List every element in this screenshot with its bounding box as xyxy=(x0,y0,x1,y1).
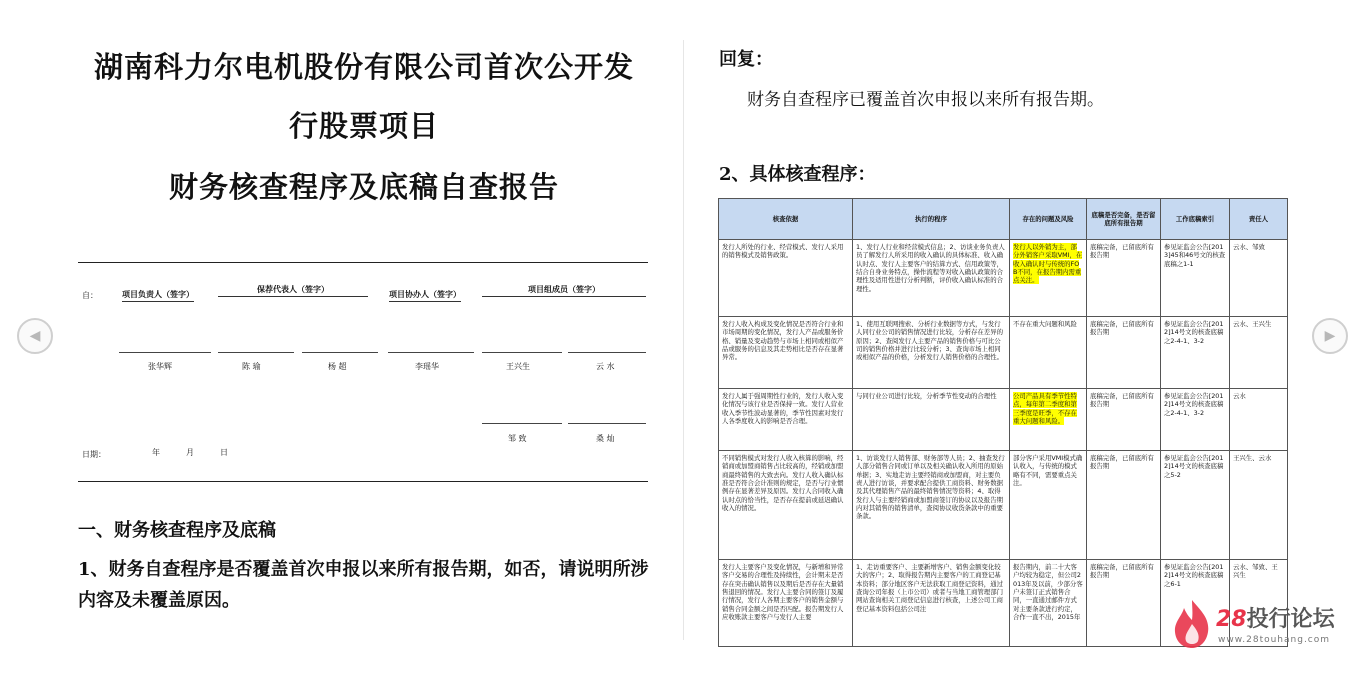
sig-line-m1 xyxy=(482,352,562,353)
cell-procedure: 1、走访重要客户、主要新增客户、销售金额变化较大的客户；2、取得报告期内主要客户的工商登记基本资料；部分地区客户无法获取工商登记资料，通过查询公司年报（上市公司）或者与当地工商管理部门网站查询相关工商登记信息进行核查，上述公司工商登记基本资料包括公司注 xyxy=(853,560,1010,647)
sig-name-m1: 王兴生 xyxy=(506,362,530,371)
watermark-brand xyxy=(1216,602,1335,633)
section-2-heading: 2、具体核查程序： xyxy=(719,164,876,185)
cell-basis: 发行人收入构成及变化情况是否符合行业和市场周期的变化情况，发行人产品或服务价格、销量及变动趋势与市场上相同或相似产品或服务的信息及其走势相比是否存在显著异常。 xyxy=(719,317,853,389)
issue-text: 部分客户采用VMI模式确认收入，与传统的模式略有不同，需要重点关注。 xyxy=(1013,454,1083,487)
reply-label: 回复： xyxy=(719,49,773,70)
cell-issue xyxy=(1010,389,1087,451)
issue-text: 报告期内，前二十大客户均较为稳定，但公司2013年及以前，少部分客户未签订正式销售合同，一直通过邮件方式对主要条款进行约定，合作一直不出，2015年 xyxy=(1013,563,1083,621)
signature-block xyxy=(78,262,648,482)
sig-header-co-organizer: 项目协办人（签字） xyxy=(389,289,461,302)
sig-line-m2 xyxy=(568,352,646,353)
sig-line-rep2 xyxy=(302,352,378,353)
chevron-right-icon: ▶ xyxy=(1324,328,1336,344)
cell-issue xyxy=(1010,240,1087,317)
procedures-table xyxy=(718,198,1288,647)
cell-procedure: 1、访谈发行人销售部、财务部等人员；2、抽查发行人部分销售合同或订单以及相关确认收入所用的原始单据；3、实地走访主要经销商或加盟商，对主要负责人进行访谈，并要求配合提供工商资料、财务数据及其代理销售产品的最终销售情况等资料；4、取得发行人与主要经销商或加盟商签订的协议以及报告期内对其销售的销售清单，查阅协议收货条款中的重要条款。 xyxy=(853,451,1010,560)
chevron-left-icon: ◀ xyxy=(29,328,41,344)
table-row xyxy=(719,317,1288,389)
sig-line-leader xyxy=(119,352,211,353)
cell-owner: 云水 xyxy=(1230,389,1288,451)
question-1: 1、财务自查程序是否覆盖首次申报以来所有报告期，如否，请说明所涉内容及未覆盖原因。 xyxy=(78,559,649,611)
th-index: 工作底稿索引 xyxy=(1161,199,1230,240)
watermark-text: 投行论坛 xyxy=(1246,607,1335,632)
sig-name-m2: 云 水 xyxy=(596,362,615,371)
sig-date-label: 日期： xyxy=(82,450,106,459)
th-procedure: 执行的程序 xyxy=(853,199,1010,240)
cell-index: 参见证监会公告[2012]14号文的核查底稿之2-4-1、3-2 xyxy=(1161,389,1230,451)
cell-basis: 不同销售模式对发行人收入核算的影响，经销商或加盟商销售占比较高的，经销或加盟商最终销售的大致去向。发行人收入确认标准是否符合会计准则的规定，是否与行业惯例存在显著差异及原因。发行人合同收入确认时点的恰当性，是否存在提前或延迟确认收入的情况。 xyxy=(719,451,853,560)
cell-complete: 底稿完备，已留底所有报告期 xyxy=(1087,389,1161,451)
sig-name-rep2: 杨 超 xyxy=(328,362,347,371)
cell-basis: 发行人所处的行业、经营模式、发行人采用的销售模式及销售政策。 xyxy=(719,240,853,317)
issue-text: 发行人以外销为主，部分外销客户采取VMI，在收入确认时与传统的FOB不同，在报告期内需重点关注。 xyxy=(1013,243,1083,285)
cell-issue xyxy=(1010,317,1087,389)
cell-procedure: 与同行业公司进行比较，分析季节性变动的合理性 xyxy=(853,389,1010,451)
sig-name-rep1: 陈 瑜 xyxy=(242,362,261,371)
sig-header-project-leader: 项目负责人（签字） xyxy=(122,289,194,302)
sig-date-day: 日 xyxy=(220,448,228,457)
cell-basis: 发行人属于强周期性行业的，发行人收入变化情况与该行业是否保持一致。发行人营业收入季节性波动显著的，季节性因素对发行人各季度收入的影响是否合理。 xyxy=(719,389,853,451)
sig-lead: 自： xyxy=(82,291,98,300)
sig-name-leader: 张华辉 xyxy=(148,362,172,371)
table-row xyxy=(719,451,1288,560)
cell-owner: 云水、邹致、王兴生 xyxy=(1230,560,1288,647)
sig-line-rep1 xyxy=(218,352,294,353)
th-basis: 核查依据 xyxy=(719,199,853,240)
report-title-line-3: 财务核查程序及底稿自查报告 xyxy=(168,170,559,204)
issue-text: 不存在重大问题和风险 xyxy=(1013,320,1077,328)
table-row xyxy=(719,240,1288,317)
table-row xyxy=(719,389,1288,451)
sig-header-members: 项目组成员（签字） xyxy=(482,284,646,297)
sig-line-m3 xyxy=(482,423,562,424)
th-complete: 底稿是否完备，是否留底所有报告期 xyxy=(1087,199,1161,240)
sig-header-sponsor-rep: 保荐代表人（签字） xyxy=(218,284,368,297)
sig-date-month: 月 xyxy=(186,448,194,457)
reply-text: 财务自查程序已覆盖首次申报以来所有报告期。 xyxy=(747,90,1104,110)
page-divider xyxy=(683,40,684,640)
cell-issue xyxy=(1010,560,1087,647)
cell-complete: 底稿完备，已留底所有报告期 xyxy=(1087,240,1161,317)
next-page-button[interactable] xyxy=(1312,318,1348,354)
issue-text: 公司产品具有季节性特点，每年第二季度和第三季度是旺季，不存在重大问题和风险。 xyxy=(1013,392,1077,425)
th-owner: 责任人 xyxy=(1230,199,1288,240)
cell-complete: 底稿完备，已留底所有报告期 xyxy=(1087,560,1161,647)
section-1-heading: 一、财务核查程序及底稿 xyxy=(78,520,276,541)
sig-line-m4 xyxy=(568,423,646,424)
report-title-line-1: 湖南科力尔电机股份有限公司首次公开发 xyxy=(93,50,634,84)
cell-complete: 底稿完备，已留底所有报告期 xyxy=(1087,317,1161,389)
prev-page-button[interactable] xyxy=(17,318,53,354)
cell-owner: 王兴生、云水 xyxy=(1230,451,1288,560)
cell-procedure: 1、发行人行业和经营模式信息；2、访谈业务负责人员了解发行人所采用的收入确认的具体标准、收入确认时点、发行人主要客户的结算方式、信用政策等，结合自身业务特点，操作流程等对收入确认政策的合理性及适用性进行分析判断，评价收入确认标准的合理性。 xyxy=(853,240,1010,317)
sig-line-co xyxy=(388,352,474,353)
th-issue: 存在的问题及风险 xyxy=(1010,199,1087,240)
table-header-row xyxy=(719,199,1288,240)
cell-owner: 云水、王兴生 xyxy=(1230,317,1288,389)
flame-logo-icon xyxy=(1170,598,1214,650)
cell-index: 参见证监会公告[2012]14号文的核查底稿之5-2 xyxy=(1161,451,1230,560)
watermark-number: 28 xyxy=(1216,607,1247,632)
watermark-url: www.28touhang.com xyxy=(1218,635,1331,645)
cell-complete: 底稿完备，已留底所有报告期 xyxy=(1087,451,1161,560)
cell-owner: 云水、邹致 xyxy=(1230,240,1288,317)
cell-index: 参见证监会公告[2012]14号文的核查底稿之2-4-1、3-2 xyxy=(1161,317,1230,389)
report-title-line-2: 行股票项目 xyxy=(288,109,439,143)
sig-name-m4: 桑 灿 xyxy=(596,434,615,443)
sig-name-m3: 邹 致 xyxy=(508,434,527,443)
watermark xyxy=(1168,598,1348,654)
cell-index: 参见证监会公告[2012]14号文的核查底稿之6-1 xyxy=(1161,560,1230,647)
cell-basis: 发行人主要客户及变化情况，与新增和异常客户交易的合理性及持续性，会计期末是否存在突击确认销售以及期后是否存在大量销售退回的情况。发行人主要合同的签订及履行情况，发行人各期主要客户的销售金额与销售合同金额之间是否匹配。报告期发行人应收账款主要客户与发行人主要 xyxy=(719,560,853,647)
sig-name-co: 李瑶华 xyxy=(415,362,439,371)
cell-index: 参见证监会公告[2013]45和46号文的核查底稿之1-1 xyxy=(1161,240,1230,317)
sig-date-year: 年 xyxy=(152,448,160,457)
cell-issue xyxy=(1010,451,1087,560)
cell-procedure: 1、使用互联网搜索、分析行业数据等方式，与发行人同行业公司的销售情况进行比较，分析存在差异的原因；2、查阅发行人主要产品的销售价格与可比公司的销售价格并进行比较分析；3、查询市场上相同或相似产品的价格，分析发行人销售价格的合理性。 xyxy=(853,317,1010,389)
